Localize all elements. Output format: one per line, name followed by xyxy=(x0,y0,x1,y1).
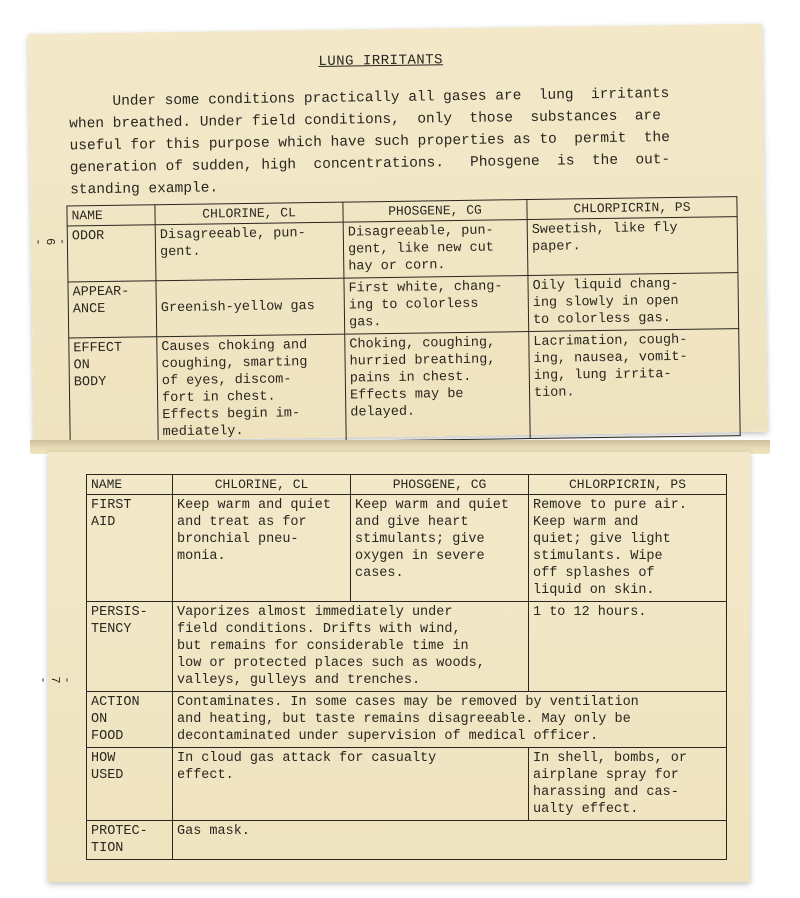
cell-line: Keep warm and xyxy=(533,515,639,530)
cell-line: First white, chang- xyxy=(348,279,503,297)
header-chlorine: CHLORINE, CL xyxy=(173,475,351,495)
cell-line: and treat as for xyxy=(177,515,307,530)
cell-line: oxygen in severe xyxy=(355,549,485,564)
cell-effect-phosgene xyxy=(345,332,530,442)
cell-line: ing, lung irrita- xyxy=(533,367,672,384)
header-name: NAME xyxy=(67,205,155,226)
cell-line: Oily liquid chang- xyxy=(532,276,679,294)
label-line: ON xyxy=(73,358,90,374)
cell-line: hay or corn. xyxy=(348,258,446,275)
header-chlorine: CHLORINE, CL xyxy=(155,202,343,225)
cell-persistency-chlorine-phosgene xyxy=(173,602,529,692)
table-row-appearance xyxy=(68,273,739,338)
label-line: EFFECT xyxy=(73,340,123,357)
cell-appearance-chlorine xyxy=(156,278,345,337)
lung-irritants-table-bottom xyxy=(86,474,727,860)
cell-how-used-chlorine-phosgene xyxy=(173,748,529,821)
cell-line: and give heart xyxy=(355,515,469,530)
label-line: ANCE xyxy=(72,301,106,318)
cell-how-used-chlorpicrin xyxy=(529,748,727,821)
table-row-action-on-food xyxy=(87,692,727,748)
cell-line: to colorless gas. xyxy=(532,311,671,328)
cell-line: stimulants. Wipe xyxy=(533,549,663,564)
cell-line: quiet; give light xyxy=(533,532,671,547)
cell-line: cases. xyxy=(355,566,404,581)
cell-line: field conditions. Drifts with wind, xyxy=(177,622,461,637)
cell-line: Keep warm and quiet xyxy=(177,498,331,513)
cell-line: ing to colorless xyxy=(348,296,479,314)
cell-action-on-food xyxy=(173,692,727,748)
cell-line: ualty effect. xyxy=(533,802,639,817)
cell-line: Keep warm and quiet xyxy=(355,498,509,513)
cell-line: Causes choking and xyxy=(161,338,308,356)
cell-line: valleys, gulleys and trenches. xyxy=(177,673,421,688)
cell-effect-chlorpicrin xyxy=(529,329,740,439)
cell-line: of eyes, discom- xyxy=(161,372,292,390)
cell-line: Remove to pure air. xyxy=(533,498,687,513)
cell-first-aid-phosgene xyxy=(351,495,529,602)
row-label-effect xyxy=(69,337,158,445)
page-number: - 6 - xyxy=(30,237,69,246)
cell-line: paper. xyxy=(531,239,581,255)
cell-effect-chlorine xyxy=(157,334,346,444)
label-line: HOW xyxy=(91,751,116,766)
bottom-page xyxy=(36,452,750,882)
label-line: PROTEC- xyxy=(91,824,148,839)
cell-line: ing, nausea, vomit- xyxy=(533,349,688,367)
page-title: LUNG IRRITANTS xyxy=(318,52,444,70)
lung-irritants-table-top xyxy=(66,196,740,445)
cell-line: low or protected places such as woods, xyxy=(177,656,485,671)
row-label-protection xyxy=(87,821,173,860)
cell-line: tion. xyxy=(533,385,575,401)
row-label-appearance xyxy=(68,281,157,338)
header-chlorpicrin: CHLORPICRIN, PS xyxy=(527,197,737,220)
intro-line: standing example. xyxy=(70,180,219,199)
header-phosgene: PHOSGENE, CG xyxy=(351,475,529,495)
cell-line: ing slowly in open xyxy=(532,293,679,311)
cell-odor-chlorpicrin xyxy=(527,217,738,276)
header-phosgene: PHOSGENE, CG xyxy=(343,200,527,223)
cell-persistency-chlorpicrin xyxy=(529,602,727,692)
cell-line: decontaminated under supervision of medical officer. xyxy=(177,729,599,744)
table-row-effect xyxy=(69,329,740,445)
table-row-first-aid xyxy=(87,495,727,602)
cell-line: In shell, bombs, or xyxy=(533,751,687,766)
cell-line: Lacrimation, cough- xyxy=(533,332,688,350)
cell-line: gent, like new cut xyxy=(347,240,494,258)
cell-line: In cloud gas attack for casualty xyxy=(177,751,437,766)
row-label-how-used xyxy=(87,748,173,821)
label-line: ON xyxy=(91,712,108,727)
cell-line: 1 to 12 hours. xyxy=(533,605,647,620)
cell-line: effect. xyxy=(177,768,234,783)
header-chlorpicrin: CHLORPICRIN, PS xyxy=(529,475,727,495)
cell-odor-chlorine xyxy=(155,222,344,281)
cell-line: harassing and cas- xyxy=(533,785,679,800)
cell-line: and heating, but taste remains disagreeable. May only be xyxy=(177,712,631,727)
cell-line: Effects begin im- xyxy=(162,406,301,424)
cell-protection xyxy=(173,821,727,860)
cell-line: Disagreeable, pun- xyxy=(159,226,306,244)
cell-line: off splashes of xyxy=(533,566,655,581)
label-line: USED xyxy=(91,768,124,783)
page-number: - 7 - xyxy=(36,676,74,684)
cell-line: Gas mask. xyxy=(177,824,250,839)
top-page xyxy=(28,24,768,442)
row-label-action-on-food xyxy=(87,692,173,748)
cell-odor-phosgene xyxy=(343,220,528,279)
cell-line: but remains for considerable time in xyxy=(177,639,469,654)
row-label-first-aid xyxy=(87,495,173,602)
intro-line: generation of sudden, high concentrations. Phosgene is the out- xyxy=(69,152,671,177)
cell-line: Vaporizes almost immediately under xyxy=(177,605,453,620)
label-line: ODOR xyxy=(71,228,105,245)
label-line: BODY xyxy=(73,374,107,391)
table-row-persistency xyxy=(87,602,727,692)
cell-line: hurried breathing, xyxy=(349,352,496,370)
cell-line: Effects may be xyxy=(349,386,464,404)
label-line: TENCY xyxy=(91,622,132,637)
cell-line: pains in chest. xyxy=(349,369,472,387)
cell-line: airplane spray for xyxy=(533,768,679,783)
row-label-persistency xyxy=(87,602,173,692)
cell-line: mediately. xyxy=(162,424,244,441)
cell-line: monia. xyxy=(177,549,226,564)
cell-first-aid-chlorpicrin xyxy=(529,495,727,602)
table-row-protection xyxy=(87,821,727,860)
cell-line: delayed. xyxy=(350,404,416,421)
cell-first-aid-chlorine xyxy=(173,495,351,602)
cell-line: stimulants; give xyxy=(355,532,485,547)
cell-line: Greenish-yellow gas xyxy=(160,299,315,317)
label-line: FOOD xyxy=(91,729,124,744)
cell-line: gas. xyxy=(348,315,382,331)
cell-line: Contaminates. In some cases may be removed by ventilation xyxy=(177,695,639,710)
cell-appearance-chlorpicrin xyxy=(528,273,739,332)
intro-line: when breathed. Under field conditions, only those substances are xyxy=(69,108,662,133)
label-line: PERSIS- xyxy=(91,605,148,620)
cell-line: Choking, coughing, xyxy=(349,335,496,353)
label-line: FIRST xyxy=(91,498,132,513)
cell-line: fort in chest. xyxy=(161,389,276,407)
cell-line: Sweetish, like fly xyxy=(531,220,678,238)
label-line: AID xyxy=(91,515,116,530)
intro-line: Under some conditions practically all gases are lung irritants xyxy=(68,86,670,111)
cell-line: liquid on skin. xyxy=(533,583,655,598)
cell-line: Disagreeable, pun- xyxy=(347,223,494,241)
table-row-odor xyxy=(67,217,738,282)
label-line: ACTION xyxy=(91,695,140,710)
row-label-odor xyxy=(67,225,156,282)
cell-line: bronchial pneu- xyxy=(177,532,299,547)
table-header-row xyxy=(87,475,727,495)
cell-appearance-phosgene xyxy=(344,276,529,335)
cell-line: gent. xyxy=(159,244,201,261)
label-line: APPEAR- xyxy=(72,284,130,301)
label-line: TION xyxy=(91,841,124,856)
intro-line: useful for this purpose which have such properties as to permit the xyxy=(69,130,671,155)
intro-paragraph xyxy=(69,82,730,201)
cell-line: coughing, smarting xyxy=(161,355,308,373)
header-name: NAME xyxy=(87,475,173,495)
table-row-how-used xyxy=(87,748,727,821)
